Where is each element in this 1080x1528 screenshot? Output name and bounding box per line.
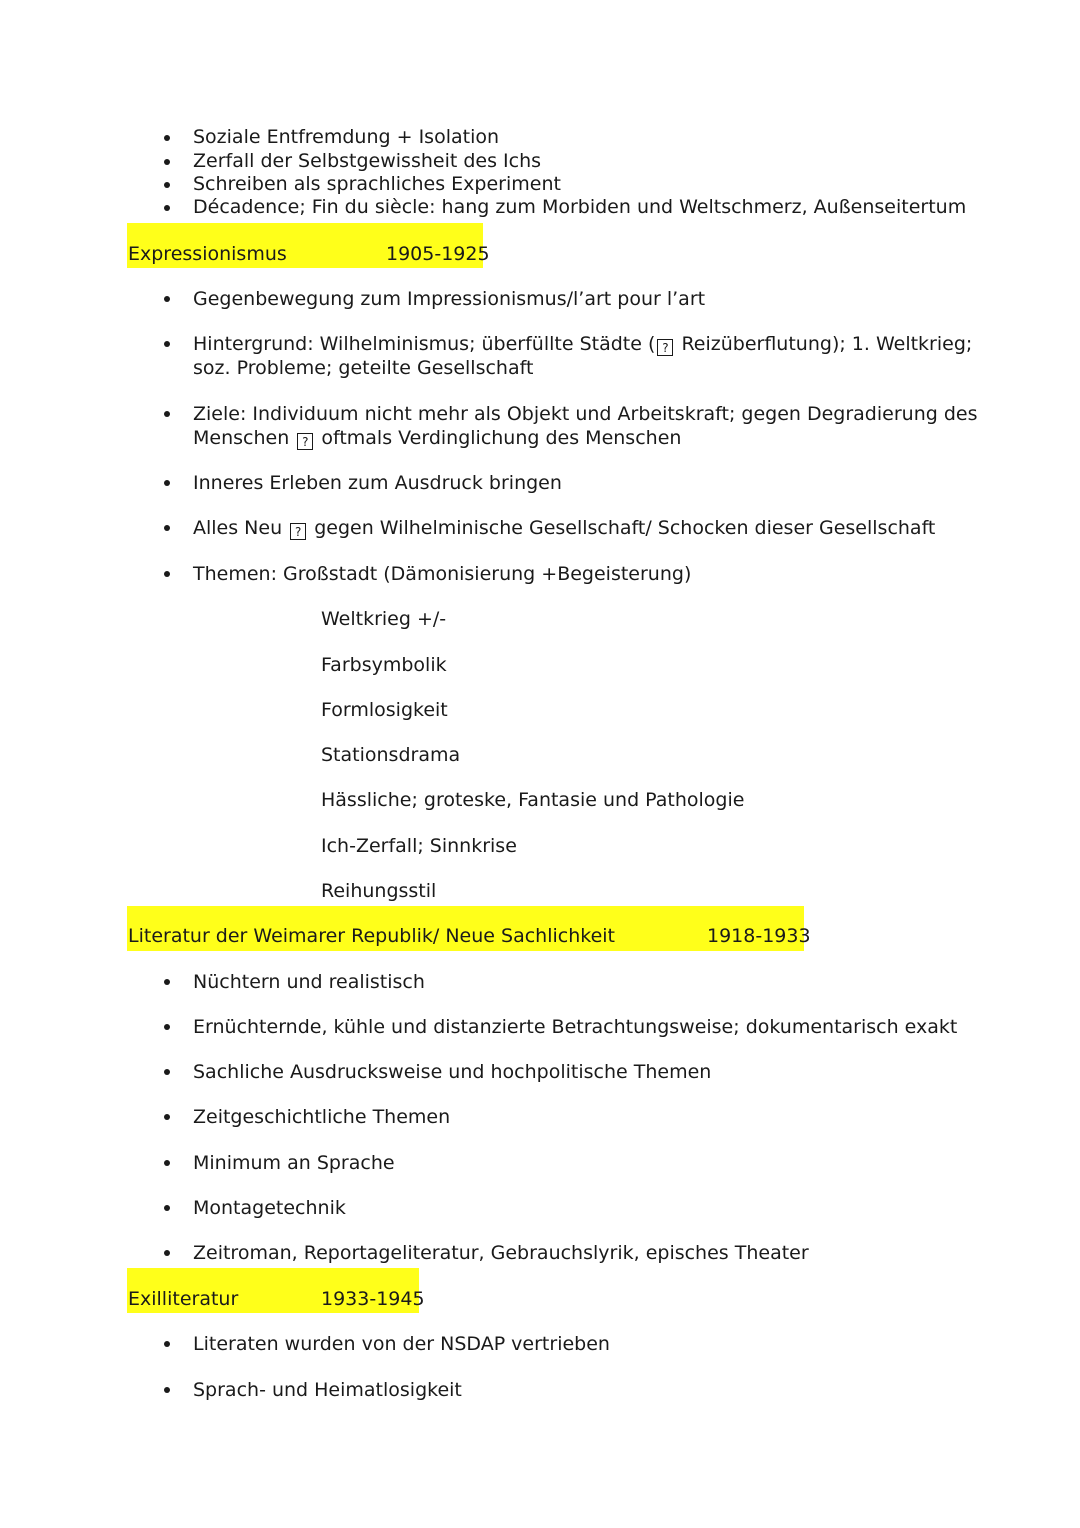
bullet: [164, 182, 170, 188]
bullet: [164, 525, 170, 531]
bullet: [164, 205, 170, 211]
bullet: [164, 1205, 170, 1211]
list-item: Nüchtern und realistisch: [193, 971, 425, 993]
bullet: [164, 411, 170, 417]
sub-item: Formlosigkeit: [321, 699, 448, 721]
question-box-icon: ?: [657, 339, 673, 356]
list-item: Schreiben als sprachliches Experiment: [193, 173, 561, 195]
text-segment: oftmals Verdinglichung des Menschen: [315, 427, 682, 449]
list-item: Themen: Großstadt (Dämonisierung +Begeisterung): [193, 563, 692, 585]
list-item: Minimum an Sprache: [193, 1152, 395, 1174]
list-item: Décadence; Fin du siècle: hang zum Morbiden und Weltschmerz, Außenseitertum: [193, 196, 967, 218]
list-item: Gegenbewegung zum Impressionismus/l’art pour l’art: [193, 288, 706, 310]
list-item: Literaten wurden von der NSDAP vertrieben: [193, 1333, 610, 1355]
bullet: [164, 480, 170, 486]
bullet: [164, 571, 170, 577]
bullet: [164, 1114, 170, 1120]
text-segment: Hintergrund: Wilhelminismus; überfüllte Städte (: [193, 333, 656, 355]
list-item-continuation: soz. Probleme; geteilte Gesellschaft: [193, 357, 534, 379]
sub-item: Weltkrieg +/-: [321, 608, 447, 630]
bullet: [164, 1387, 170, 1393]
bullet: [164, 1160, 170, 1166]
text-segment: gegen Wilhelminische Gesellschaft/ Schocken dieser Gesellschaft: [308, 517, 936, 539]
bullet: [164, 1069, 170, 1075]
bullet: [164, 1024, 170, 1030]
section-title-exil: Exilliteratur: [128, 1288, 239, 1310]
list-item: Inneres Erleben zum Ausdruck bringen: [193, 472, 562, 494]
bullet: [164, 979, 170, 985]
question-box-icon: ?: [290, 523, 306, 540]
list-item: Ernüchternde, kühle und distanzierte Betrachtungsweise; dokumentarisch exakt: [193, 1016, 958, 1038]
section-title-weimar: Literatur der Weimarer Republik/ Neue Sachlichkeit: [128, 925, 615, 947]
list-item: Sachliche Ausdrucksweise und hochpolitische Themen: [193, 1061, 712, 1083]
list-item: Zeitgeschichtliche Themen: [193, 1106, 451, 1128]
list-item: Sprach- und Heimatlosigkeit: [193, 1379, 462, 1401]
list-item-continuation: [193, 427, 681, 450]
text-segment: Alles Neu: [193, 517, 283, 539]
question-box-icon: ?: [297, 433, 313, 450]
sub-item: Reihungsstil: [321, 880, 437, 902]
sub-item: Hässliche; groteske, Fantasie und Pathologie: [321, 789, 745, 811]
bullet: [164, 1250, 170, 1256]
section-title-expressionismus: Expressionismus: [128, 243, 287, 265]
list-item: Zerfall der Selbstgewissheit des Ichs: [193, 150, 542, 172]
bullet: [164, 1341, 170, 1347]
sub-item: Stationsdrama: [321, 744, 461, 766]
list-item: Zeitroman, Reportageliteratur, Gebrauchslyrik, episches Theater: [193, 1242, 809, 1264]
bullet: [164, 159, 170, 165]
list-item: [193, 517, 935, 540]
section-period-exil: 1933-1945: [321, 1288, 425, 1310]
list-item: Soziale Entfremdung + Isolation: [193, 126, 500, 148]
text-segment: Reizüberflutung); 1. Weltkrieg;: [675, 333, 973, 355]
bullet: [164, 296, 170, 302]
list-item: Ziele: Individuum nicht mehr als Objekt und Arbeitskraft; gegen Degradierung des: [193, 403, 978, 425]
bullet: [164, 341, 170, 347]
sub-item: Ich-Zerfall; Sinnkrise: [321, 835, 517, 857]
sub-item: Farbsymbolik: [321, 654, 447, 676]
list-item: Montagetechnik: [193, 1197, 346, 1219]
bullet: [164, 135, 170, 141]
text-segment: Menschen: [193, 427, 290, 449]
section-period-weimar: 1918-1933: [707, 925, 811, 947]
list-item: [193, 333, 972, 356]
section-period-expressionismus: 1905-1925: [386, 243, 490, 265]
